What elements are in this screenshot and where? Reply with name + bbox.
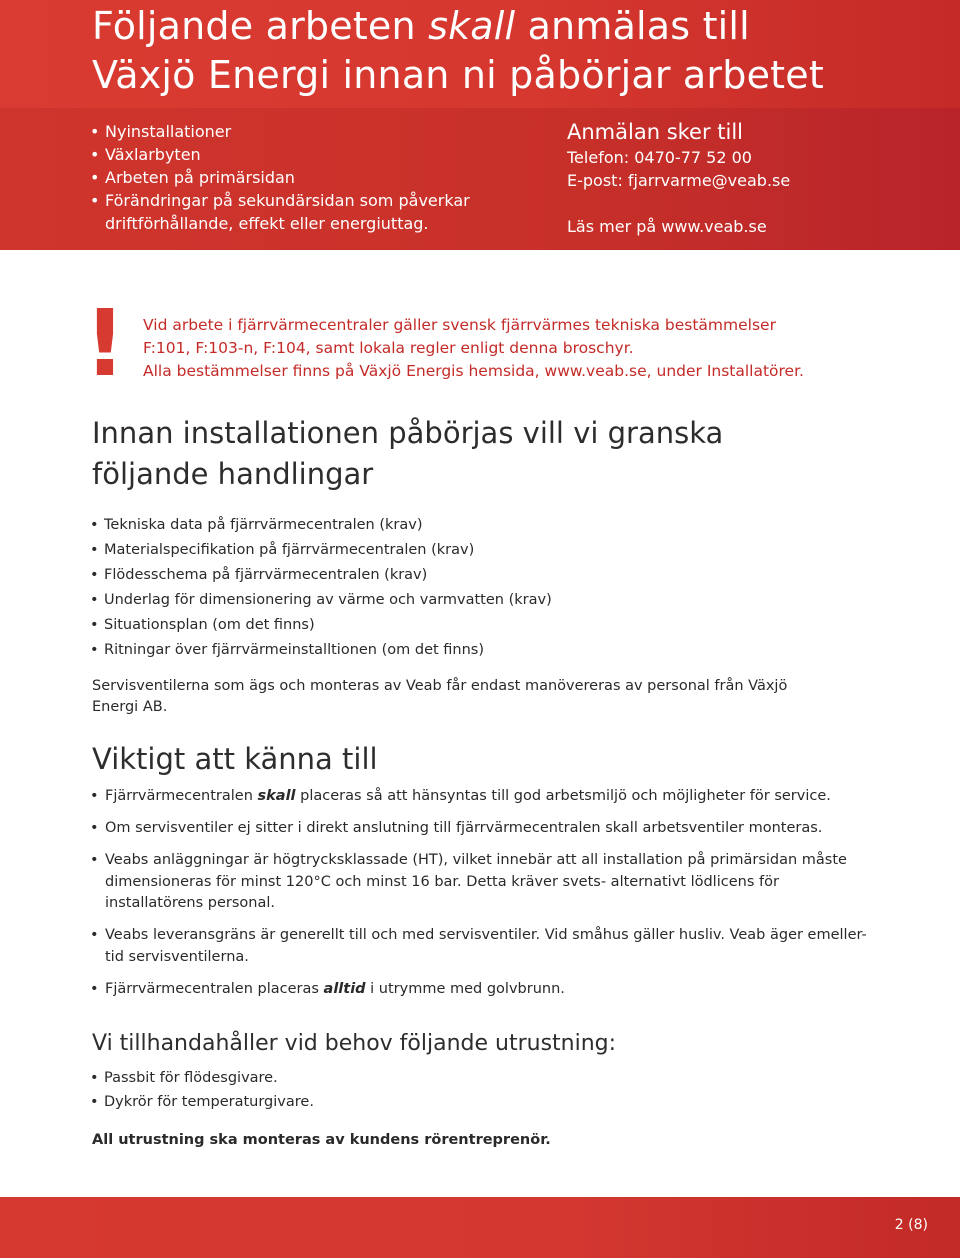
installation-heading-line1: Innan installationen påbörjas vill vi granska xyxy=(92,416,724,450)
document-text: Flödesschema på fjärrvärmecentralen xyxy=(104,567,385,583)
document-text: Ritningar över fjärrvärmeinstalltionen (om det finns) xyxy=(104,642,485,658)
document-text: Tekniska data på fjärrvärmecentralen xyxy=(104,517,380,533)
list-item xyxy=(90,513,850,538)
documents-list xyxy=(90,513,850,663)
banner-title-line2: Växjö Energi innan ni påbörjar arbetet xyxy=(92,53,824,97)
document-text: Situationsplan (om det finns) xyxy=(104,617,315,633)
contact-heading: Anmälan sker till xyxy=(567,120,744,144)
list-item: • Arbeten på primärsidan xyxy=(90,166,510,189)
contact-box xyxy=(567,118,790,238)
item-text: i utrymme med golvbrunn. xyxy=(365,980,565,997)
website-link[interactable]: Läs mer på www.veab.se xyxy=(567,217,767,236)
work-types-list xyxy=(90,120,510,235)
final-note: All utrustning ska monteras av kundens rörentreprenör. xyxy=(92,1132,551,1148)
installation-heading-line2: följande handlingar xyxy=(92,457,374,491)
contact-email[interactable]: E-post: fjarrvarme@veab.se xyxy=(567,171,791,190)
item-emphasis: skall xyxy=(257,788,296,804)
notice-line: F:101, F:103-n, F:104, samt lokala regler enligt denna broschyr. xyxy=(143,339,634,357)
important-list xyxy=(90,786,880,1011)
list-item xyxy=(90,979,880,1001)
list-item xyxy=(90,588,850,613)
notice-line: Vid arbete i fjärrvärmecentraler gäller svensk fjärrvärmes tekniska bestämmelser xyxy=(143,316,776,334)
requirement-note: (krav) xyxy=(384,567,428,583)
page-number: 2 (8) xyxy=(894,1217,928,1233)
list-item: • Om servisventiler ej sitter i direkt anslutning till fjärrvärmecentralen skall arbetsventiler monteras. xyxy=(90,818,880,840)
list-item: • Nyinstallationer xyxy=(90,120,510,143)
footer-bar xyxy=(0,1197,960,1258)
list-item xyxy=(90,538,850,563)
list-item xyxy=(90,563,850,588)
banner-title-part2: anmälas till xyxy=(515,4,750,48)
item-text: placeras så att hänsyntas till god arbetsmiljö och möjligheter för service. xyxy=(295,788,831,804)
document-text: Materialspecifikation på fjärrvärmecentralen xyxy=(104,542,432,558)
equipment-list xyxy=(90,1066,690,1114)
banner-title-part1: Följande arbeten xyxy=(92,4,429,48)
item-text: Fjärrvärmecentralen placeras xyxy=(105,980,324,997)
notice-line: Alla bestämmelser finns på Växjö Energis hemsida, www.veab.se, under Installatörer. xyxy=(143,362,804,380)
document-text: Underlag för dimensionering av värme och varmvatten xyxy=(104,592,509,608)
banner-title-emphasis: skall xyxy=(428,4,516,48)
list-item xyxy=(90,638,850,663)
list-item: • Förändringar på sekundärsidan som påverkar driftförhållande, effekt eller energiuttag. xyxy=(90,189,510,235)
list-item: • Veabs leveransgräns är generellt till och med servisventiler. Vid småhus gäller husliv. Veab äger emeller-tid servisventilerna. xyxy=(90,925,880,968)
notice-text xyxy=(143,314,863,383)
requirement-note: (krav) xyxy=(508,592,552,608)
requirement-note: (krav) xyxy=(431,542,475,558)
banner-title xyxy=(92,2,824,100)
list-item: • Växlarbyten xyxy=(90,143,510,166)
item-text: Fjärrvärmecentralen xyxy=(105,788,258,804)
installation-heading xyxy=(92,413,852,495)
list-item: • Passbit för flödesgivare. xyxy=(90,1066,690,1090)
list-item: • Dykrör för temperaturgivare. xyxy=(90,1090,690,1114)
list-item xyxy=(90,613,850,638)
list-item: • Veabs anläggningar är högtrycksklassade (HT), vilket innebär att all installation på primärsidan måste dimensioneras för minst 120°C och minst 16 bar. Detta kräver svets- alternativt lödlicens för installatörens personal. xyxy=(90,850,880,915)
equipment-heading: Vi tillhandahåller vid behov följande utrustning: xyxy=(92,1031,617,1056)
requirement-note: (krav) xyxy=(379,517,423,533)
important-heading: Viktigt att känna till xyxy=(92,742,378,776)
exclamation-icon: ! xyxy=(84,290,126,397)
service-valve-text: Servisventilerna som ägs och monteras av Veab får endast manövereras av personal från Växjö Energi AB. xyxy=(92,678,788,715)
top-banner xyxy=(0,0,960,250)
list-item xyxy=(90,786,880,808)
contact-phone[interactable]: Telefon: 0470-77 52 00 xyxy=(567,148,752,167)
item-emphasis: alltid xyxy=(323,980,366,997)
